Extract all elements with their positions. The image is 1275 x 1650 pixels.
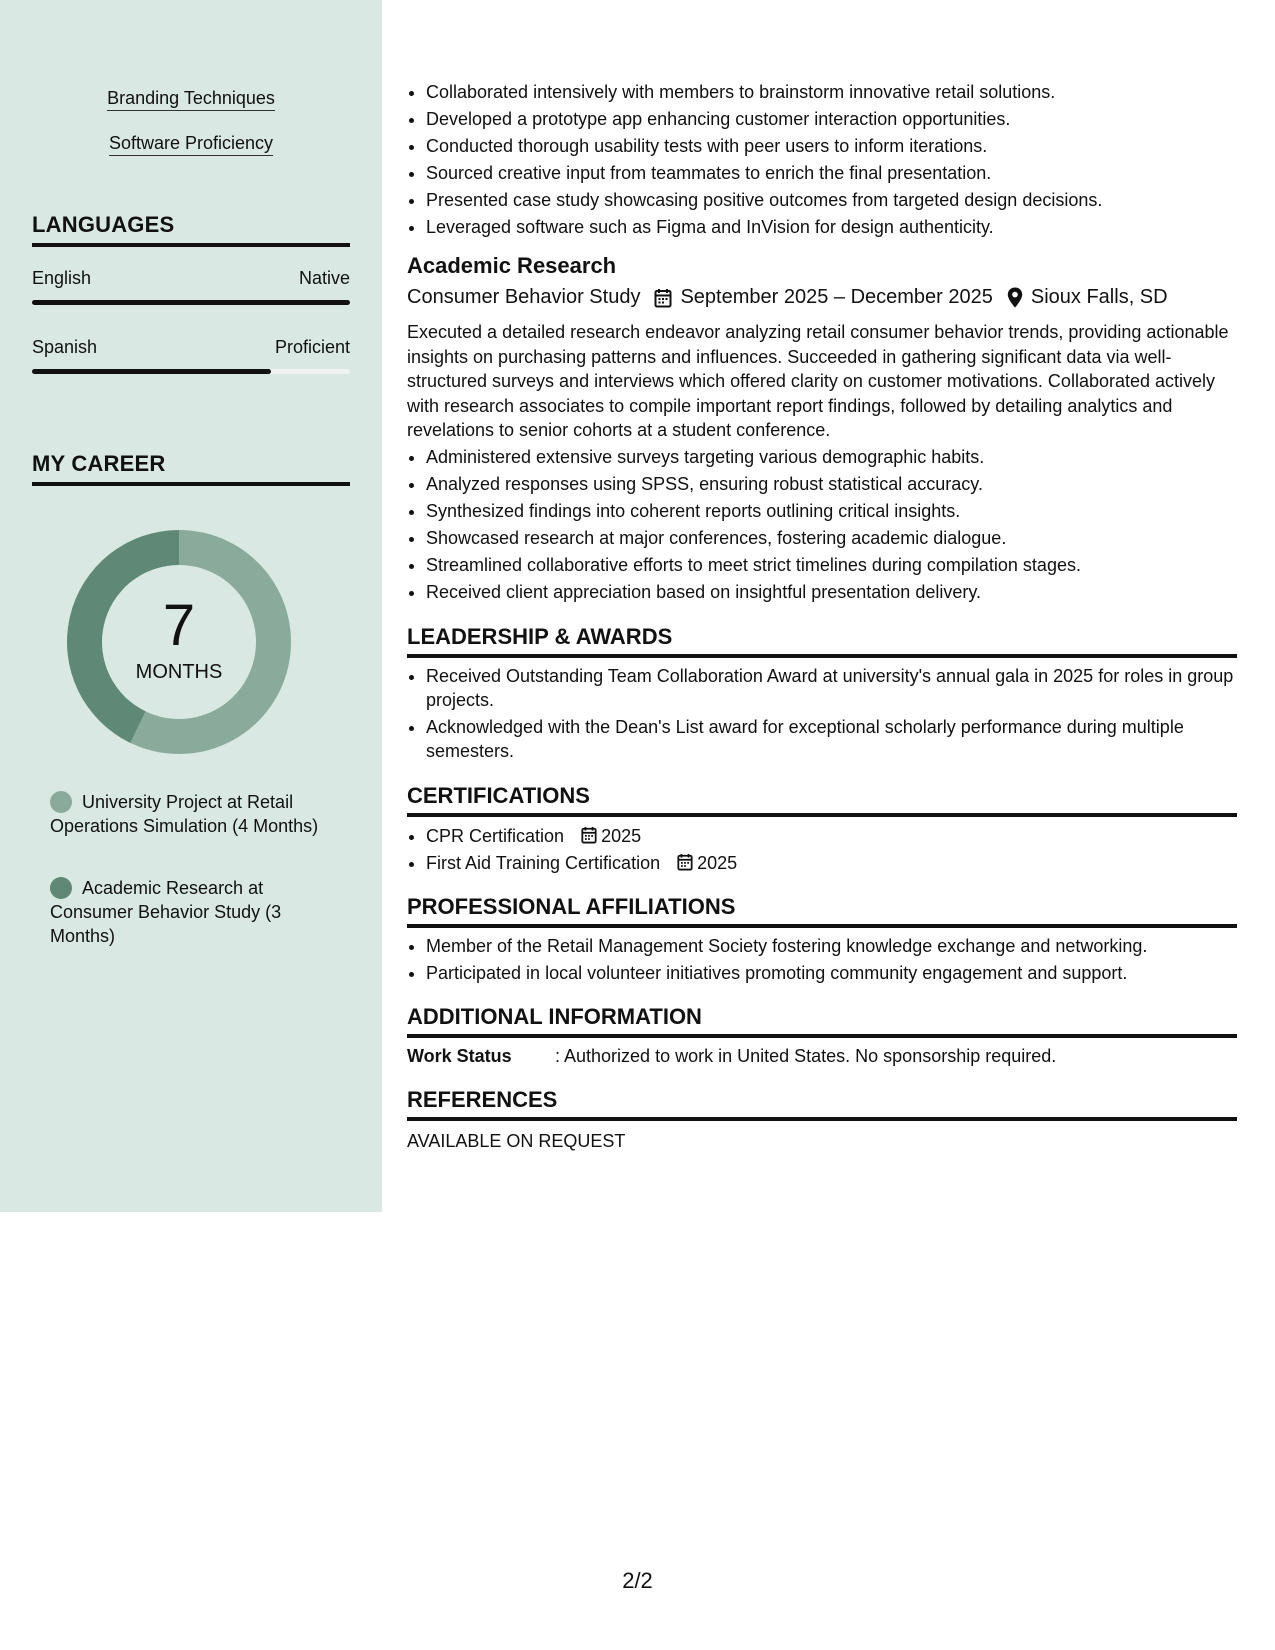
research-organization: Consumer Behavior Study — [407, 286, 641, 308]
skill-item: Branding Techniques — [0, 88, 382, 109]
list-item: • Sourced creative input from teammates to enrich the final presentation. — [426, 161, 1236, 185]
affiliations-list — [407, 934, 1236, 988]
legend-dot — [50, 877, 72, 899]
certification-name: CPR Certification — [426, 826, 565, 846]
legend-label: Academic Research at Consumer Behavior Study (3 Months) — [50, 878, 282, 946]
languages-heading: LANGUAGES — [32, 212, 350, 247]
language-level: Proficient — [274, 337, 350, 357]
leadership-heading: LEADERSHIP & AWARDS — [407, 624, 1237, 658]
research-meta — [407, 286, 1168, 309]
leadership-list — [407, 664, 1236, 766]
language-proficiency-bar — [32, 300, 350, 305]
language-name: English — [32, 268, 92, 288]
language-level: Native — [298, 268, 350, 288]
language-proficiency-bar — [32, 369, 350, 374]
certification-year: 2025 — [697, 853, 738, 873]
language-name: Spanish — [32, 337, 98, 357]
page-number: 2/2 — [622, 1568, 653, 1593]
career-legend-item — [50, 790, 320, 838]
certification-year: 2025 — [601, 826, 642, 846]
certification-name: First Aid Training Certification — [426, 853, 661, 873]
list-item: • Acknowledged with the Dean's List award for exceptional scholarly performance during multiple semesters. — [426, 715, 1236, 763]
list-item — [426, 851, 1236, 875]
calendar-icon — [654, 288, 672, 308]
work-status-row — [407, 1044, 1237, 1069]
career-donut-chart — [66, 529, 292, 755]
language-proficiency-fill — [32, 369, 271, 374]
language-row — [32, 268, 350, 289]
list-item: • Conducted thorough usability tests with peer users to inform iterations. — [426, 134, 1236, 158]
list-item: • Received Outstanding Team Collaboration Award at university's annual gala in 2025 for roles in group projects. — [426, 664, 1236, 712]
list-item: • Streamlined collaborative efforts to meet strict timelines during compilation stages. — [426, 553, 1236, 577]
affiliations-heading: PROFESSIONAL AFFILIATIONS — [407, 894, 1237, 928]
calendar-icon — [581, 826, 597, 844]
references-text: AVAILABLE ON REQUEST — [407, 1131, 626, 1151]
list-item: • Leveraged software such as Figma and InVision for design authenticity. — [426, 215, 1236, 239]
work-status-value: : Authorized to work in United States. No sponsorship required. — [555, 1046, 1057, 1066]
calendar-icon — [677, 853, 693, 871]
list-item: • Participated in local volunteer initiatives promoting community engagement and support. — [426, 961, 1236, 985]
references-heading: REFERENCES — [407, 1087, 1237, 1121]
research-title: Academic Research — [407, 253, 617, 278]
list-item: • Administered extensive surveys targeting various demographic habits. — [426, 445, 1236, 469]
legend-label: University Project at Retail Operations Simulation (4 Months) — [50, 792, 319, 836]
additional-info-heading: ADDITIONAL INFORMATION — [407, 1004, 1237, 1038]
project-bullet-list — [407, 80, 1236, 242]
research-location: Sioux Falls, SD — [1030, 286, 1168, 308]
career-total-value: 7 — [162, 593, 196, 658]
list-item: • Showcased research at major conferences, fostering academic dialogue. — [426, 526, 1236, 550]
list-item: • Received client appreciation based on insightful presentation delivery. — [426, 580, 1236, 604]
list-item: • Synthesized findings into coherent reports outlining critical insights. — [426, 499, 1236, 523]
list-item: • Developed a prototype app enhancing customer interaction opportunities. — [426, 107, 1236, 131]
career-legend-item — [50, 876, 320, 948]
research-description: Executed a detailed research endeavor analyzing retail consumer behavior trends, providing actionable insights on purchasing patterns and influences. Succeeded in gathering significant data via well-structured surveys and interviews which offered clarity on customer motivations. Collaborated actively with research associates to compile important report findings, followed by detailing analytics and revelations to senior cohorts at a student conference. — [407, 322, 1229, 440]
sidebar — [0, 0, 382, 1212]
map-pin-icon — [1007, 287, 1023, 308]
list-item: • Member of the Retail Management Society fostering knowledge exchange and networking. — [426, 934, 1236, 958]
legend-dot — [50, 791, 72, 813]
career-heading: MY CAREER — [32, 451, 350, 486]
research-bullet-list — [407, 445, 1236, 607]
list-item: • Presented case study showcasing positive outcomes from targeted design decisions. — [426, 188, 1236, 212]
certifications-list — [407, 824, 1236, 878]
language-row — [32, 337, 350, 358]
work-status-label: Work Status — [407, 1046, 512, 1066]
list-item: • Collaborated intensively with members to brainstorm innovative retail solutions. — [426, 80, 1236, 104]
skill-item: Software Proficiency — [0, 133, 382, 154]
research-dates: September 2025 – December 2025 — [680, 286, 993, 308]
certifications-heading: CERTIFICATIONS — [407, 783, 1237, 817]
language-proficiency-fill — [32, 300, 350, 305]
list-item: • Analyzed responses using SPSS, ensuring robust statistical accuracy. — [426, 472, 1236, 496]
career-total-unit: MONTHS — [135, 661, 223, 683]
list-item — [426, 824, 1236, 848]
